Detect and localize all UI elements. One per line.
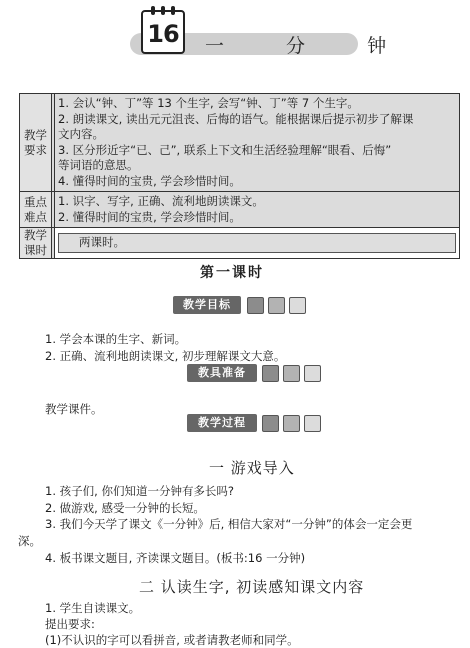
- key-points-row: [20, 192, 460, 228]
- decor-square: [262, 365, 279, 382]
- teaching-goals-content: 1. 会认“钟、丁”等 13 个生字, 会写“钟、丁”等 7 个生字。 2. 朗读课文, 读出元元沮丧、后悔的语气。能根据课后提示初步了解课 文内容。 3. 区分形近字“已、己”, 联系上下文和生活经验理解“眼看、后悔” 等词语的意思。 4. 懂得时间的宝贵, 学会珍惜时间。: [55, 94, 460, 192]
- decor-square: [304, 415, 321, 432]
- periods-row: [20, 228, 460, 259]
- goals-label: 教学目标: [173, 296, 241, 314]
- lesson-number: 16: [147, 20, 179, 48]
- prep-text: 教学课件。: [45, 402, 103, 416]
- decor-square: [289, 297, 306, 314]
- goal-item: 2. 正确、流利地朗读课文, 初步理解课文大意。: [45, 349, 286, 363]
- section2-item: 提出要求:: [45, 617, 95, 631]
- periods-content: 两课时。: [55, 228, 460, 259]
- teaching-goals-label: 教学 要求: [20, 94, 52, 192]
- section2-item: (1)不认识的字可以看拼音, 或者请教老师和同学。: [45, 633, 299, 647]
- decor-square: [268, 297, 285, 314]
- goal-item: 1. 学会本课的生字、新词。: [45, 332, 187, 346]
- decor-square: [283, 415, 300, 432]
- key-points-content: 1. 识字、写字, 正确、流利地朗读课文。 2. 懂得时间的宝贵, 学会珍惜时间。: [55, 192, 460, 228]
- lesson-one-title: 第一课时: [200, 265, 264, 281]
- section1-heading: 一 游戏导入: [209, 459, 295, 477]
- prep-label: 教具准备: [187, 364, 257, 382]
- decor-square: [247, 297, 264, 314]
- section1-item: 2. 做游戏, 感受一分钟的长短。: [45, 501, 205, 515]
- section2-heading: 二 认读生字, 初读感知课文内容: [139, 578, 365, 596]
- section1-item-cont: 深。: [18, 534, 41, 548]
- periods-label: 教学 课时: [20, 228, 52, 259]
- lesson-title: 一 分 钟: [205, 35, 415, 57]
- section1-item: 4. 板书课文题目, 齐读课文题目。(板书:16 一分钟): [45, 551, 306, 565]
- calendar-icon: [141, 10, 185, 54]
- teaching-goals-row: [20, 94, 460, 192]
- section1-item: 3. 我们今天学了课文《一分钟》后, 相信大家对“一分钟”的体会一定会更: [45, 517, 413, 531]
- objectives-table: [19, 93, 460, 259]
- decor-square: [304, 365, 321, 382]
- section1-item: 1. 孩子们, 你们知道一分钟有多长吗?: [45, 484, 235, 498]
- key-points-label: 重点 难点: [20, 192, 52, 228]
- section2-item: 1. 学生自读课文。: [45, 601, 141, 615]
- process-label: 教学过程: [187, 414, 257, 432]
- decor-square: [262, 415, 279, 432]
- decor-square: [283, 365, 300, 382]
